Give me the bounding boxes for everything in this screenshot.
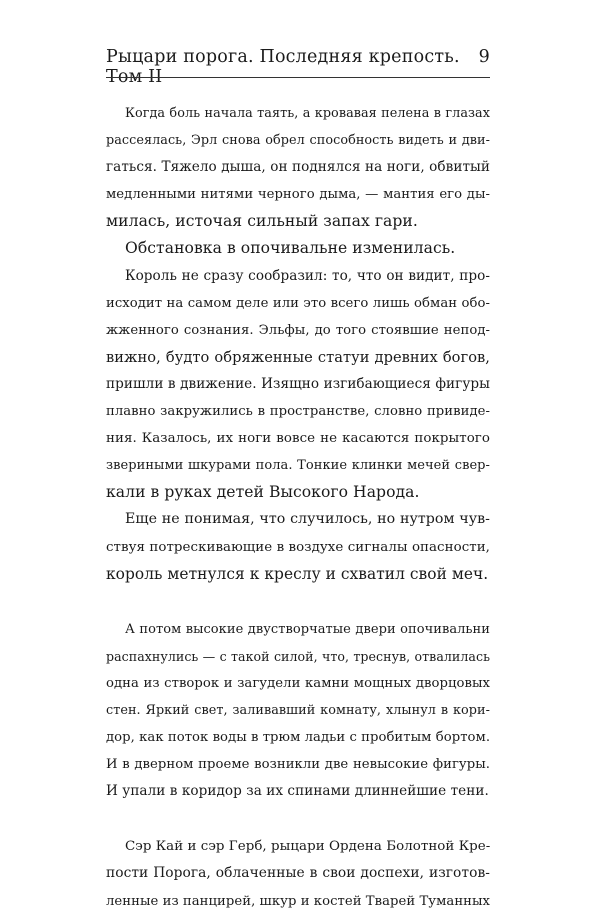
text-line: И упали в коридор за их спинами длиннейшие тени. (106, 783, 489, 800)
text-line: гаться. Тяжело дыша, он поднялся на ноги, обвитый (106, 159, 490, 176)
text-line: звериными шкурами пола. Тонкие клинки мечей свер- (106, 458, 490, 474)
paragraph (106, 263, 490, 507)
text-line: плавно закружились в пространстве, словно привиде- (106, 404, 490, 420)
text-line: вижно, будто обряженные статуи древних богов, (106, 348, 490, 366)
text-line: жженного сознания. Эльфы, до того стоявшие непод- (106, 322, 490, 338)
text-line: ленные из панцирей, шкур и костей Тварей Туманных (106, 893, 491, 909)
text-line: Когда боль начала таять, а кровавая пелена в глазах (125, 106, 490, 121)
paragraph (106, 833, 490, 914)
text-line: кали в руках детей Высокого Народа. (106, 483, 420, 502)
page-number: 9 (478, 47, 490, 67)
text-line: пришли в движение. Изящно изгибающиеся фигуры (106, 375, 490, 392)
text-line: пости Порога, облаченные в свои доспехи, изготов- (106, 865, 490, 882)
running-head (106, 47, 490, 87)
text-line: А потом высокие двустворчатые двери опочивальни (125, 621, 490, 637)
paragraph (106, 616, 490, 806)
paragraph-gap (106, 588, 490, 616)
body-text (106, 100, 490, 915)
text-line: медленными нитями черного дыма, — мантия его ды- (106, 187, 490, 203)
text-line: Сэр Кай и сэр Герб, рыцари Ордена Болотной Кре- (125, 839, 491, 855)
text-line: король метнулся к креслу и схватил свой меч. (106, 564, 489, 583)
header-rule (106, 77, 490, 78)
text-line: Обстановка в опочивальне изменилась. (125, 239, 456, 258)
text-line: ствуя потрескивающие в воздухе сигналы опасности, (106, 539, 490, 555)
text-line: распахнулись — с такой силой, что, треснув, отвалилась (106, 648, 490, 664)
paragraph (106, 506, 490, 587)
paragraph (106, 100, 490, 235)
text-line: Король не сразу сообразил: то, что он видит, про- (125, 267, 490, 284)
paragraph (106, 235, 490, 262)
text-line: исходит на самом деле или это всего лишь обман обо- (106, 295, 490, 311)
text-line: одна из створок и загудели камни мощных дворцовых (106, 675, 490, 691)
text-line: Еще не понимая, что случилось, но нутром чув- (125, 511, 490, 528)
text-line: рассеялась, Эрл снова обрел способность видеть и дви- (106, 133, 490, 149)
paragraph-gap (106, 805, 490, 833)
text-line: ния. Казалось, их ноги вовсе не касаются покрытого (106, 431, 490, 447)
text-line: И в дверном проеме возникли две невысокие фигуры. (106, 757, 490, 773)
text-line: стен. Яркий свет, заливавший комнату, хлынул в кори- (106, 702, 490, 718)
text-line: дор, как поток воды в трюм ладьи с пробитым бортом. (106, 730, 491, 746)
text-line: милась, источая сильный запах гари. (106, 212, 418, 231)
running-head-title: Рыцари порога. Последняя крепость. Том II (106, 47, 460, 87)
